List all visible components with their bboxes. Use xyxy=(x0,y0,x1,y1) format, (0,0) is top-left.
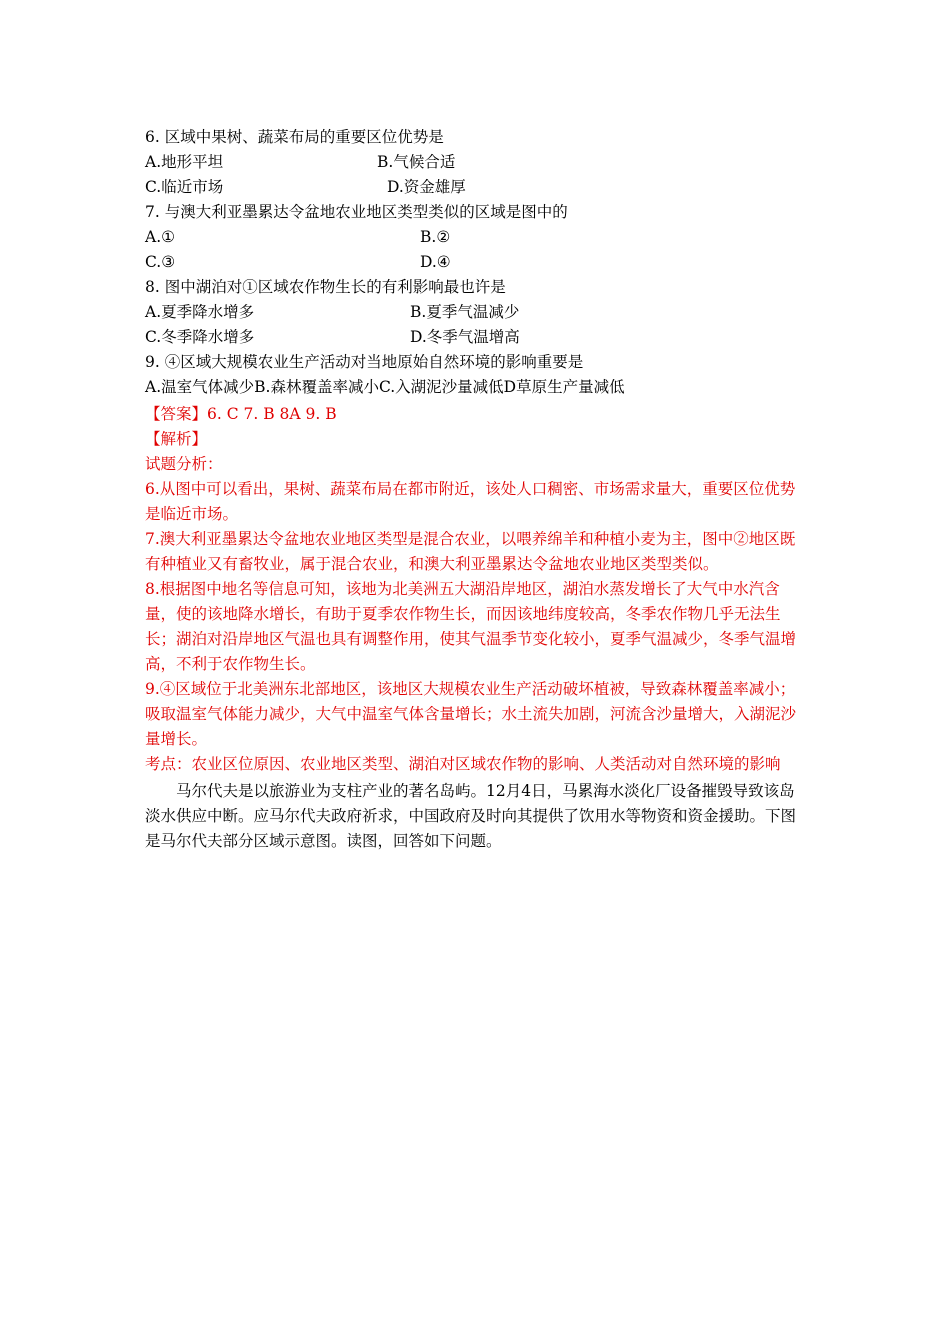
analysis-9: 9.④区域位于北美洲东北部地区，该地区大规模农业生产活动破坏植被，导致森林覆盖率减小；吸取温室气体能力减少，大气中温室气体含量增长；水土流失加剧，河流含沙量增大，入湖泥沙量增长。 xyxy=(145,680,797,748)
question-6-options-row-2 xyxy=(145,175,810,200)
question-9-stem: 9. ④区域大规模农业生产活动对当地原始自然环境的影响重要是 xyxy=(145,353,584,371)
question-7-options-row-1 xyxy=(145,225,810,250)
analysis-8: 8.根据图中地名等信息可知，该地为北美洲五大湖沿岸地区，湖泊水蒸发增长了大气中水汽含量，使的该地降水增长，有助于夏季农作物生长，而因该地纬度较高，冬季农作物几乎无法生长；湖泊对沿岸地区气温也具有调整作用，使其气温季节变化较小，夏季气温减少，冬季气温增高，不利于农作物生长。 xyxy=(145,580,797,673)
option-b: B.夏季气温减少 xyxy=(410,303,520,321)
intro-paragraph: 马尔代夫是以旅游业为支柱产业的著名岛屿。12月4日，马累海水淡化厂设备摧毁导致该岛淡水供应中断。应马尔代夫政府祈求，中国政府及时向其提供了饮用水等物资和资金援助。下图是马尔代夫部分区域示意图。读图，回答如下问题。 xyxy=(145,782,797,850)
option-a: A.夏季降水增多 xyxy=(145,303,255,321)
option-d: D.冬季气温增高 xyxy=(410,328,520,346)
option-d: D.资金雄厚 xyxy=(387,178,466,196)
answer-line xyxy=(145,402,810,427)
option-b: B.气候合适 xyxy=(377,153,456,171)
option-a: A.① xyxy=(145,228,176,246)
analysis-kaodian: 考点：农业区位原因、农业地区类型、湖泊对区域农作物的影响、人类活动对自然环境的影响 xyxy=(145,755,781,773)
question-6-stem: 6. 区域中果树、蔬菜布局的重要区位优势是 xyxy=(145,128,444,146)
option-a: A.地形平坦 xyxy=(145,153,224,171)
question-7-options-row-2 xyxy=(145,250,810,275)
analysis-7: 7.澳大利亚墨累达令盆地农业地区类型是混合农业，以喂养绵羊和种植小麦为主，图中②地区既有种植业又有畜牧业，属于混合农业，和澳大利亚墨累达令盆地农业地区类型类似。 xyxy=(145,530,796,573)
option-b: B.② xyxy=(420,228,451,246)
question-8-options-row-1 xyxy=(145,300,810,325)
question-8-stem: 8. 图中湖泊对①区域农作物生长的有利影响最也许是 xyxy=(145,278,506,296)
question-8-options-row-2 xyxy=(145,325,810,350)
option-c: C.冬季降水增多 xyxy=(145,328,255,346)
option-c: C.③ xyxy=(145,253,176,271)
question-6-options-row-1 xyxy=(145,150,810,175)
option-d: D.④ xyxy=(420,253,451,271)
document-page xyxy=(145,125,810,854)
answer-text: 6. C 7. B 8A 9. B xyxy=(207,405,337,423)
analysis-6: 6.从图中可以看出，果树、蔬菜布局在都市附近，该处人口稠密、市场需求量大，重要区位优势是临近市场。 xyxy=(145,480,796,523)
question-9-options: A.温室气体减少B.森林覆盖率减小C.入湖泥沙量减低D草原生产量减低 xyxy=(145,378,625,396)
question-7-stem: 7. 与澳大利亚墨累达令盆地农业地区类型类似的区域是图中的 xyxy=(145,203,568,221)
analysis-label: 【解析】 xyxy=(145,430,208,448)
answer-label: 【答案】 xyxy=(145,405,208,423)
analysis-intro: 试题分析： xyxy=(145,455,223,473)
option-c: C.临近市场 xyxy=(145,178,224,196)
